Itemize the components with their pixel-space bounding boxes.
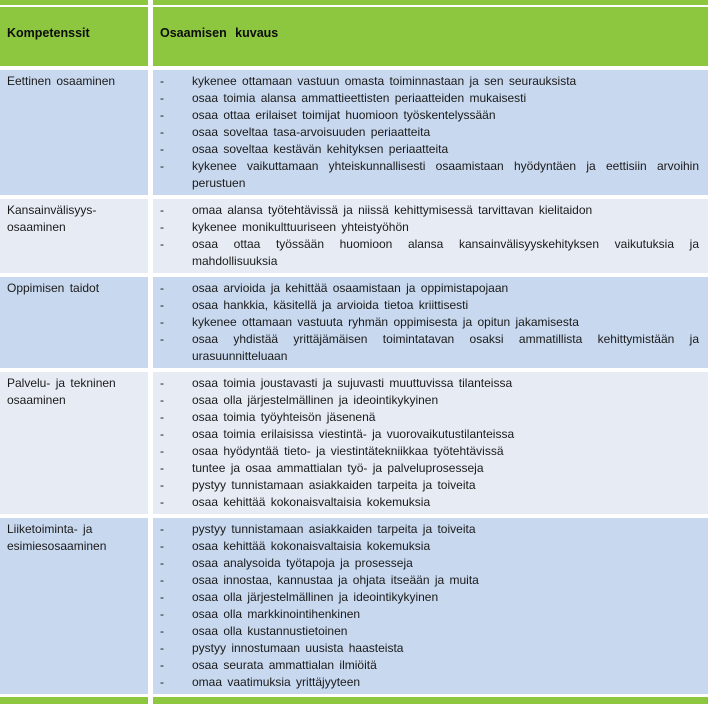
bullet-text: osaa toimia alansa ammattieettisten periaatteiden mukaisesti (192, 91, 527, 105)
bullet-item (160, 674, 699, 691)
header-cell-osaamisen-kuvaus (153, 7, 708, 66)
bullet-text: pystyy tunnistamaan asiakkaiden tarpeita ja toiveita (192, 478, 476, 492)
bullet-text: omaa vaatimuksia yrittäjyyteen (192, 675, 361, 689)
bullet-dash: - (160, 74, 164, 88)
table-header-row (0, 7, 708, 66)
bullet-text: kykenee ottamaan vastuuta ryhmän oppimisesta ja opitun jakamisesta (192, 315, 579, 329)
bullet-dash: - (160, 539, 164, 553)
table-row (0, 277, 708, 368)
bullet-text: osaa arvioida ja kehittää osaamistaan ja oppimistapojaan (192, 281, 509, 295)
competency-cell (0, 277, 148, 368)
bullet-text: osaa olla järjestelmällinen ja ideointikykyinen (192, 393, 439, 407)
bullet-dash: - (160, 332, 164, 346)
bottom-border-strip (0, 697, 708, 704)
competency-cell (0, 372, 148, 514)
competency-name: Eettinen osaaminen (7, 74, 116, 88)
bullet-text: osaa seurata ammattialan ilmiöitä (192, 658, 377, 672)
bullet-dash: - (160, 522, 164, 536)
bullet-item (160, 640, 699, 657)
table-body (0, 70, 708, 694)
bullet-text: osaa hyödyntää tieto- ja viestintätekniikkaa työtehtävissä (192, 444, 504, 458)
bullet-dash: - (160, 573, 164, 587)
bullet-dash: - (160, 444, 164, 458)
bullet-dash: - (160, 641, 164, 655)
description-cell (153, 277, 708, 368)
bottom-border-left-segment (0, 697, 148, 704)
bottom-border-wrap (0, 697, 708, 704)
header-cell-kompetenssit (0, 7, 148, 66)
competency-name: Liiketoiminta- ja esimiesosaaminen (7, 522, 107, 553)
bullet-item (160, 107, 699, 124)
bullet-item (160, 555, 699, 572)
bullet-text: pystyy tunnistamaan asiakkaiden tarpeita ja toiveita (192, 522, 476, 536)
bullet-item (160, 280, 699, 297)
bullet-text: osaa toimia erilaisissa viestintä- ja vuorovaikutustilanteissa (192, 427, 515, 441)
bullet-dash: - (160, 393, 164, 407)
bullet-dash: - (160, 410, 164, 424)
bullet-item (160, 657, 699, 674)
header-label-kompetenssit: Kompetenssit (7, 26, 90, 40)
table-row (0, 70, 708, 195)
bullet-dash: - (160, 125, 164, 139)
bullet-text: osaa ottaa erilaiset toimijat huomioon työskentelyssään (192, 108, 496, 122)
bullet-item (160, 572, 699, 589)
bullet-dash: - (160, 159, 164, 173)
bullet-item (160, 494, 699, 511)
bullet-item (160, 460, 699, 477)
bullet-text: tuntee ja osaa ammattialan työ- ja palveluprosesseja (192, 461, 484, 475)
bullet-text: kykenee monikulttuuriseen yhteistyöhön (192, 220, 409, 234)
bullet-dash: - (160, 590, 164, 604)
bullet-item (160, 73, 699, 90)
competency-name: Kansainvälisyys-osaaminen (7, 203, 97, 234)
bullet-item (160, 606, 699, 623)
bullet-item (160, 409, 699, 426)
bullet-dash: - (160, 461, 164, 475)
bullet-dash: - (160, 478, 164, 492)
bullet-item (160, 90, 699, 107)
competency-name: Oppimisen taidot (7, 281, 100, 295)
bullet-item (160, 314, 699, 331)
bullet-item (160, 521, 699, 538)
bullet-item (160, 392, 699, 409)
bullet-item (160, 124, 699, 141)
bullet-text: osaa hankkia, käsitellä ja arvioida tietoa kriittisesti (192, 298, 469, 312)
bullet-text: osaa olla markkinointihenkinen (192, 607, 361, 621)
bullet-item (160, 236, 699, 270)
bullet-dash: - (160, 237, 164, 251)
bullet-text: osaa olla kustannustietoinen (192, 624, 348, 638)
bullet-item (160, 623, 699, 640)
competency-name: Palvelu- ja tekninen osaaminen (7, 376, 116, 407)
table-row (0, 372, 708, 514)
bullet-text: kykenee ottamaan vastuun omasta toiminnastaan ja sen seurauksista (192, 74, 577, 88)
bullet-item (160, 331, 699, 365)
bullet-text: osaa toimia joustavasti ja sujuvasti muuttuvissa tilanteissa (192, 376, 513, 390)
bullet-text: osaa olla järjestelmällinen ja ideointikykyinen (192, 590, 439, 604)
description-cell (153, 518, 708, 694)
bullet-list (160, 521, 699, 691)
bullet-item (160, 202, 699, 219)
bullet-text: osaa kehittää kokonaisvaltaisia kokemuksia (192, 495, 431, 509)
bullet-item (160, 426, 699, 443)
table-row (0, 199, 708, 273)
bullet-item (160, 589, 699, 606)
bullet-list (160, 73, 699, 192)
description-cell (153, 199, 708, 273)
bullet-text: kykenee vaikuttamaan yhteiskunnallisesti osaamistaan hyödyntäen ja eettisiin arvoihin perustuen (192, 159, 699, 190)
bullet-dash: - (160, 658, 164, 672)
bullet-text: osaa ottaa työssään huomioon alansa kansainvälisyyskehityksen vaikutuksia ja mahdollisuuksia (192, 237, 699, 268)
bullet-dash: - (160, 108, 164, 122)
competency-cell (0, 518, 148, 694)
bullet-list (160, 202, 699, 270)
bullet-text: osaa analysoida työtapoja ja prosesseja (192, 556, 413, 570)
bullet-item (160, 297, 699, 314)
bullet-text: omaa alansa työtehtävissä ja niissä kehittymisessä tarvittavan kielitaidon (192, 203, 593, 217)
bullet-dash: - (160, 281, 164, 295)
bullet-text: osaa innostaa, kannustaa ja ohjata itseään ja muita (192, 573, 479, 587)
bullet-item (160, 443, 699, 460)
bullet-text: osaa soveltaa tasa-arvoisuuden periaatteita (192, 125, 431, 139)
header-label-osaamisen-kuvaus: Osaamisen kuvaus (160, 26, 279, 40)
bullet-item (160, 141, 699, 158)
description-cell (153, 70, 708, 195)
bullet-text: osaa toimia työyhteisön jäsenenä (192, 410, 376, 424)
bullet-text: osaa kehittää kokonaisvaltaisia kokemuksia (192, 539, 431, 553)
bullet-dash: - (160, 91, 164, 105)
bullet-list (160, 375, 699, 511)
bullet-item (160, 158, 699, 192)
bullet-dash: - (160, 220, 164, 234)
bullet-dash: - (160, 556, 164, 570)
bullet-list (160, 280, 699, 365)
bullet-text: osaa yhdistää yrittäjämäisen toimintatavan osaksi ammatillista kehittymistään ja urasuunnitteluaan (192, 332, 699, 363)
bullet-dash: - (160, 624, 164, 638)
bullet-dash: - (160, 203, 164, 217)
bottom-border-right-segment (153, 697, 708, 704)
bullet-item (160, 219, 699, 236)
bullet-dash: - (160, 298, 164, 312)
bullet-item (160, 538, 699, 555)
bullet-dash: - (160, 376, 164, 390)
bullet-dash: - (160, 142, 164, 156)
bullet-item (160, 375, 699, 392)
bullet-item (160, 477, 699, 494)
description-cell (153, 372, 708, 514)
bullet-dash: - (160, 675, 164, 689)
bullet-dash: - (160, 495, 164, 509)
bullet-text: osaa soveltaa kestävän kehityksen periaatteita (192, 142, 449, 156)
competency-cell (0, 199, 148, 273)
bullet-dash: - (160, 427, 164, 441)
bullet-text: pystyy innostumaan uusista haasteista (192, 641, 404, 655)
table-row (0, 518, 708, 694)
competency-cell (0, 70, 148, 195)
bullet-dash: - (160, 607, 164, 621)
bullet-dash: - (160, 315, 164, 329)
